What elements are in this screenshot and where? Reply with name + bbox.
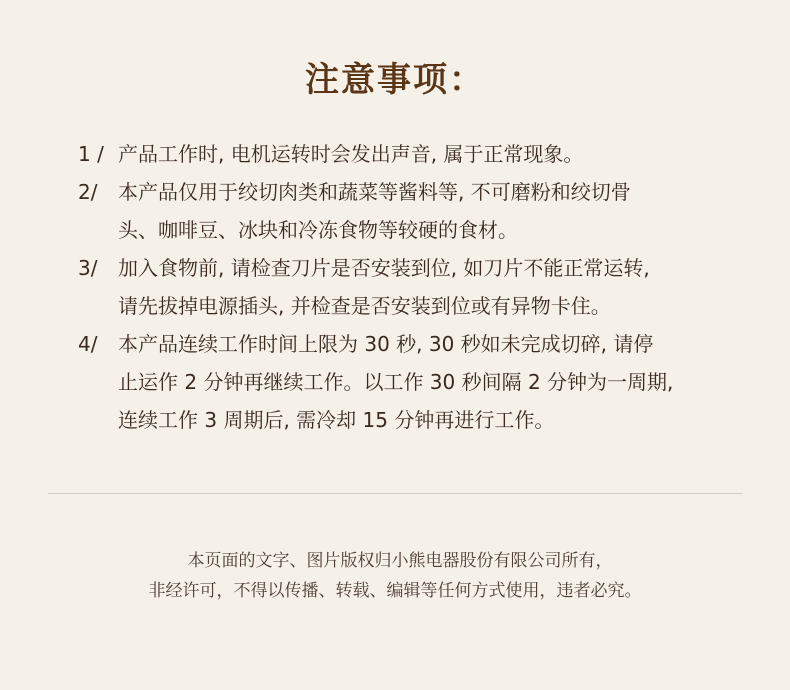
- note-text: 止运作 2 分钟再继续工作。以工作 30 秒间隔 2 分钟为一周期,: [118, 370, 674, 394]
- note-item-4: [78, 325, 758, 439]
- note-number: 1 /: [78, 142, 104, 166]
- note-text: 头、咖啡豆、冰块和冷冻食物等较硬的食材。: [118, 218, 518, 242]
- note-item-2: [78, 173, 758, 249]
- note-text: 加入食物前, 请检查刀片是否安装到位, 如刀片不能正常运转,: [118, 256, 650, 280]
- note-item-1: [78, 135, 758, 173]
- page-title: 注意事项：: [305, 60, 485, 100]
- notes-list: [78, 135, 758, 439]
- note-number: 3/: [78, 256, 98, 280]
- note-text: 本产品连续工作时间上限为 30 秒, 30 秒如未完成切碎, 请停: [118, 332, 654, 356]
- note-number: 4/: [78, 332, 98, 356]
- note-text: 请先拔掉电源插头, 并检查是否安装到位或有异物卡住。: [118, 294, 611, 318]
- copyright-line: 非经许可，不得以传播、转载、编辑等任何方式使用，违者必究。: [148, 581, 642, 601]
- copyright-line: 本页面的文字、图片版权归小熊电器股份有限公司所有，: [187, 551, 613, 571]
- copyright-notice: [0, 546, 790, 606]
- note-text: 产品工作时, 电机运转时会发出声音, 属于正常现象。: [118, 142, 584, 166]
- note-item-3: [78, 249, 758, 325]
- note-text: 本产品仅用于绞切肉类和蔬菜等酱料等, 不可磨粉和绞切骨: [118, 180, 631, 204]
- divider: [48, 493, 743, 494]
- note-number: 2/: [78, 180, 98, 204]
- note-text: 连续工作 3 周期后, 需冷却 15 分钟再进行工作。: [118, 408, 555, 432]
